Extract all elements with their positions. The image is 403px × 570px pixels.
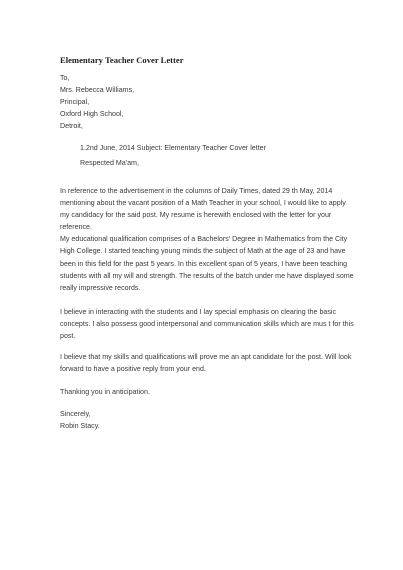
paragraph-line: been in this field for the past 5 years. In this excellent span of 5 years, I have been teaching	[60, 259, 348, 268]
paragraph-line: students with all my will and strength. The results of the batch under me have displayed some	[60, 271, 354, 280]
signature-block	[60, 408, 100, 432]
paragraph-line: reference.	[60, 223, 92, 232]
paragraph-skills	[60, 306, 354, 342]
paragraph-line: post.	[60, 332, 76, 341]
closing-line: Sincerely,	[60, 410, 91, 418]
paragraph-line: my candidacy for the said post. My resume is herewith enclosed with the letter for your	[60, 211, 332, 220]
salutation: Respected Ma'am,	[80, 159, 139, 167]
address-line: Mrs. Rebecca Williams,	[60, 86, 135, 95]
paragraph-introduction	[60, 185, 354, 294]
signer-name: Robin Stacy.	[60, 422, 100, 431]
paragraph-line: I believe in interacting with the students and I lay special emphasis on clearing the basic	[60, 308, 337, 316]
paragraph-line: High College. I started teaching young minds the subject of Math at the age of 23 and have	[60, 247, 346, 256]
paragraph-line: In reference to the advertisement in the columns of Daily Times, dated 29 th May, 2014	[60, 187, 333, 195]
address-line: To,	[60, 74, 70, 82]
paragraph-line: I believe that my skills and qualifications will prove me an apt candidate for the post. Will look	[60, 353, 352, 361]
address-line: Detroit,	[60, 122, 83, 131]
recipient-address	[60, 72, 134, 132]
paragraph-line: mentioning about the vacant position of a Math Teacher in your school, I would like to apply	[60, 199, 346, 208]
paragraph-line: concepts. I also possess good interpersonal and communication skills which are mus t for this	[60, 320, 354, 329]
paragraph-line: really impressive records.	[60, 283, 141, 292]
address-line: Oxford High School,	[60, 110, 124, 119]
paragraph-line: My educational qualification comprises of a Bachelors' Degree in Mathematics from the City	[60, 235, 348, 244]
paragraph-conclusion	[60, 351, 351, 375]
paragraph-line: forward to have a positive reply from your end.	[60, 365, 206, 374]
document-title: Elementary Teacher Cover Letter	[60, 55, 184, 65]
thanks-line: Thanking you in anticipation.	[60, 388, 150, 396]
address-line: Principal,	[60, 98, 90, 107]
date-subject-line: 1.2nd June, 2014 Subject: Elementary Teacher Cover letter	[80, 144, 266, 152]
